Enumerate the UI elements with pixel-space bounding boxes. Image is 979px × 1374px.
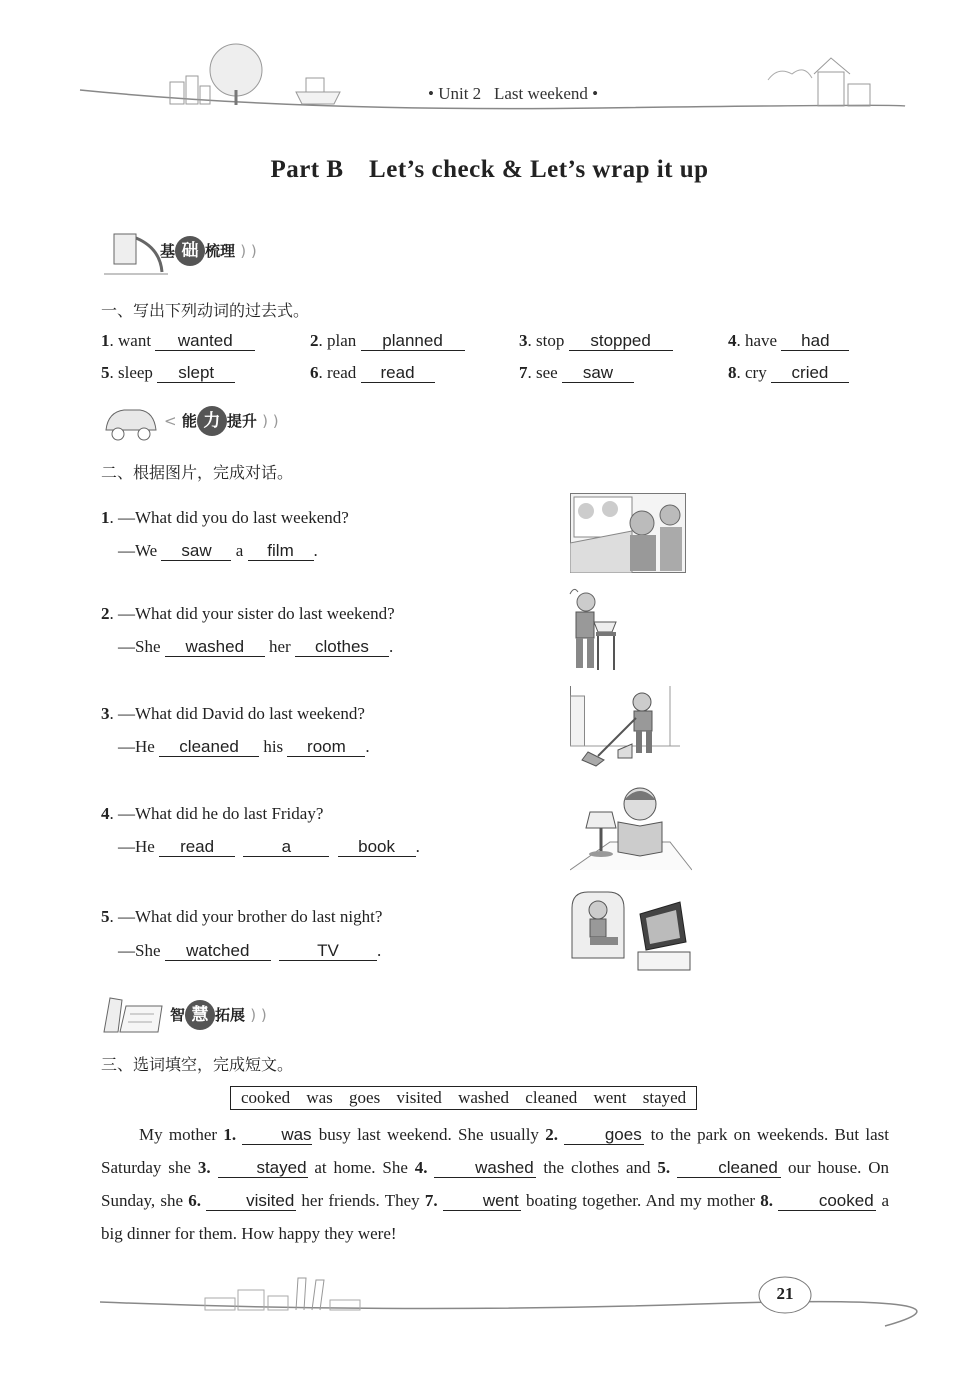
banner-label: 拓展 [215, 1006, 246, 1024]
word-bank [230, 1086, 697, 1110]
bullet-icon: • [592, 84, 599, 103]
answer-blank[interactable]: went [443, 1192, 521, 1211]
answer-blank[interactable]: stayed [218, 1159, 308, 1178]
boy-watching-tv-picture [568, 888, 694, 974]
word-bank-item: visited [396, 1088, 442, 1107]
header-topic: Last weekend [493, 84, 588, 103]
answer-blank[interactable]: saw [161, 542, 231, 561]
dialog-question: 3. —What did David do last weekend? [101, 704, 365, 723]
answer-blank[interactable]: read [159, 838, 235, 857]
answer-blank[interactable]: goes [564, 1126, 644, 1145]
header-text [428, 84, 598, 104]
car-icon [100, 400, 162, 444]
word-bank-item: went [593, 1088, 627, 1107]
dialog-answer: —She watched TV . [118, 941, 382, 960]
bullet-icon: • [428, 84, 434, 103]
banner-badge: 慧 [185, 1000, 215, 1030]
cinema-picture [570, 493, 686, 573]
dialog-answer: —We saw a film . [118, 541, 318, 560]
section2-heading: 二、根据图片，完成对话。 [101, 463, 294, 482]
answer-blank[interactable]: read [361, 364, 435, 383]
footer-decoration [0, 1270, 979, 1340]
verb-item: 2. plan planned [310, 330, 465, 352]
answer-blank[interactable]: a [243, 838, 329, 857]
books-icon [100, 992, 166, 1038]
page-number: 21 [776, 1284, 794, 1303]
word-bank-item: stayed [642, 1088, 687, 1107]
answer-blank[interactable]: watched [165, 942, 271, 961]
answer-blank[interactable]: film [248, 542, 314, 561]
answer-blank[interactable]: clothes [295, 638, 389, 657]
section1-heading: 一、写出下列动词的过去式。 [101, 301, 310, 320]
banner-label: 梳理 [205, 242, 236, 260]
answer-blank[interactable]: washed [434, 1159, 536, 1178]
header-decoration [0, 40, 979, 120]
dialog-answer: —She washed her clothes . [118, 637, 394, 656]
word-bank-item: washed [458, 1088, 510, 1107]
banner-badge: 础 [175, 236, 205, 266]
section3-heading: 三、选词填空，完成短文。 [101, 1055, 294, 1074]
word-bank-item: goes [349, 1088, 381, 1107]
verb-item: 1. want wanted [101, 330, 255, 352]
word-bank-item: cleaned [525, 1088, 578, 1107]
banner-badge: 力 [197, 406, 227, 436]
verb-item: 6. read read [310, 362, 435, 384]
verb-item: 8. cry cried [728, 362, 849, 384]
verb-item: 5. sleep slept [101, 362, 235, 384]
dialog-question: 1. —What did you do last weekend? [101, 508, 349, 527]
answer-blank[interactable]: planned [361, 332, 465, 351]
word-bank-item: cooked [241, 1088, 291, 1107]
banner-ability: < 能 力 提升 ) ) [164, 406, 279, 436]
dialog-question: 2. —What did your sister do last weekend? [101, 604, 395, 623]
verb-item: 7. see saw [519, 362, 634, 384]
banner-char: 智 [170, 1006, 186, 1024]
answer-blank[interactable]: slept [157, 364, 235, 383]
verb-item: 3. stop stopped [519, 330, 673, 352]
answer-blank[interactable]: washed [165, 638, 265, 657]
answer-blank[interactable]: stopped [569, 332, 673, 351]
banner-basics: 基 础 梳理 ) ) [160, 236, 257, 266]
verb-item: 4. have had [728, 330, 849, 352]
header-unit: Unit 2 [438, 84, 482, 103]
dialog-question: 5. —What did your brother do last night? [101, 907, 383, 926]
banner-char: 能 [181, 412, 197, 430]
boy-sweeping-picture [570, 686, 680, 770]
page-title: Part B Let’s check & Let’s wrap it up [270, 156, 709, 183]
banner-label: 提升 [226, 412, 257, 430]
girl-washing-picture [568, 586, 624, 672]
banner-char: 基 [160, 242, 176, 260]
dialog-question: 4. —What did he do last Friday? [101, 804, 324, 823]
answer-blank[interactable]: cleaned [677, 1159, 781, 1178]
boy-reading-picture [570, 782, 692, 872]
answer-blank[interactable]: was [242, 1126, 312, 1145]
answer-blank[interactable]: TV [279, 942, 377, 961]
dialog-answer: —He cleaned his room . [118, 737, 370, 756]
answer-blank[interactable]: book [338, 838, 416, 857]
answer-blank[interactable]: had [781, 332, 849, 351]
cloze-passage: My mother 1. was busy last weekend. She usually 2. goes to the park on weekends. But last Saturday she 3. stayed at home. She 4. washed the clothes and 5. cleaned our house. On Sunday, she 6. visited her friends. They 7. went boating together. And my mother 8. cooked a big dinner for them. How happy they were! [101, 1125, 890, 1243]
answer-blank[interactable]: cried [771, 364, 849, 383]
answer-blank[interactable]: wanted [155, 332, 255, 351]
answer-blank[interactable]: saw [562, 364, 634, 383]
banner-wisdom: 智 慧 拓展 ) ) [170, 1000, 267, 1030]
answer-blank[interactable]: room [287, 738, 365, 757]
answer-blank[interactable]: visited [206, 1192, 296, 1211]
answer-blank[interactable]: cleaned [159, 738, 259, 757]
answer-blank[interactable]: cooked [778, 1192, 876, 1211]
word-bank-item: was [306, 1088, 333, 1107]
dialog-answer: —He read a book . [118, 837, 420, 856]
